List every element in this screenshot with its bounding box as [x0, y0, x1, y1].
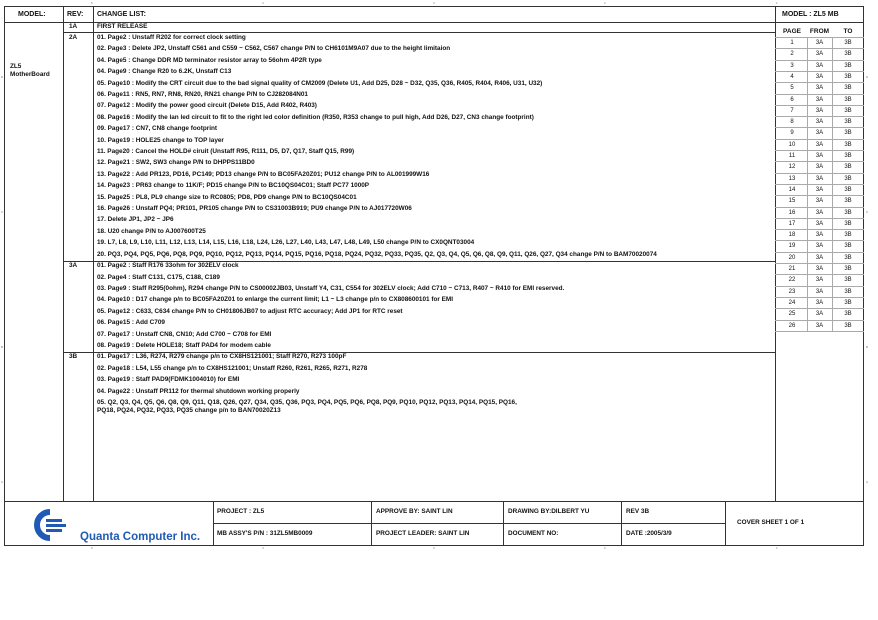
title-block-rule — [4, 501, 864, 502]
frame-tick-side: B — [866, 345, 869, 349]
table-row-rule — [775, 331, 864, 332]
page-table-cell: 3B — [844, 299, 852, 306]
change-line: 06. Page15 : Add C709 — [97, 319, 165, 326]
page-table-cell: 3B — [844, 164, 852, 171]
page-table-cell: 8 — [790, 119, 794, 126]
page-table-cell: 14 — [788, 186, 796, 193]
change-line: 10. Page19 : HOLE25 change to TOP layer — [97, 137, 224, 144]
change-line: 16. Page26 : Unstaff PQ4; PR101, PR105 change P/N to CS31003B919; PU9 change P/N to AJ017720W06 — [97, 205, 412, 212]
change-line: 02. Page3 : Delete JP2, Unstaff C561 and C559 ~ C562, C567 change P/N to CH6101M9A07 due to the height limitaion — [97, 45, 451, 52]
page-table-cell: 17 — [788, 220, 796, 227]
table-row-rule — [775, 150, 864, 151]
page-table-cell: 3B — [844, 311, 852, 318]
frame-tick-side: B — [1, 345, 4, 349]
table-row-rule — [775, 37, 864, 38]
model-right-header: MODEL : ZL5 MB — [782, 11, 839, 18]
table-row-rule — [775, 94, 864, 95]
document-no-label: DOCUMENT NO: — [508, 530, 559, 537]
page-table-cell: 16 — [788, 209, 796, 216]
page-table-cell: 22 — [788, 277, 796, 284]
page-table-cell: 3A — [815, 311, 824, 318]
frame-tick-side: C — [1, 210, 4, 214]
row-rule — [63, 32, 775, 33]
frame-tick-side: D — [866, 75, 869, 79]
page-table-cell: 3B — [844, 62, 852, 69]
table-row-rule — [775, 173, 864, 174]
change-line: 08. Page19 : Delete HOLE18; Staff PAD4 for modem cable — [97, 342, 271, 349]
change-line: 02. Page18 : L54, L55 change p/n to CX8HS121001; Unstaff R260, R261, R265, R271, R278 — [97, 365, 368, 372]
change-line: 06. Page11 : RN5, RN7, RN8, RN20, RN21 change P/N to CJ282084N01 — [97, 91, 308, 98]
change-line: 01. Page2 : Staff R176 33ohm for 302ELV clock — [97, 262, 239, 269]
page-table-cell: 3B — [844, 266, 852, 272]
table-row-rule — [775, 195, 864, 196]
change-line: 04. Page5 : Change DDR MD terminator resistor array to 56ohm 4P2R type — [97, 57, 322, 64]
page-table-cell: 3B — [844, 232, 852, 239]
page-table-cell: 3B — [844, 85, 852, 92]
change-line: 13. Page22 : Add PR123, PD16, PC149; PD13 change P/N to BC05FA20Z01; PU12 change P/N to AL001999W16 — [97, 171, 430, 178]
page-table-cell: 3A — [815, 130, 824, 137]
frame-tick-side: A — [866, 480, 869, 484]
row-rule — [213, 523, 725, 524]
change-line: 09. Page17 : CN7, CN8 change footprint — [97, 125, 218, 132]
change-line: 01. Page17 : L36, R274, R279 change p/n to CX8HS121001; Staff R270, R273 100pF — [97, 353, 347, 360]
page-table-cell: 3B — [844, 96, 852, 103]
page-table-cell: 3A — [815, 175, 824, 182]
page-table-cell: 20 — [788, 254, 796, 261]
page-table-cell: 3A — [815, 51, 824, 58]
table-row-rule — [775, 60, 864, 61]
frame-tick-top: 5 — [91, 1, 93, 5]
page-table-cell: 3B — [844, 107, 852, 114]
table-row-rule — [775, 71, 864, 72]
page-table-cell: 3B — [844, 254, 852, 261]
table-row-rule — [775, 207, 864, 208]
page-table-cell: 3B — [844, 198, 852, 205]
page-table-cell: 26 — [788, 322, 796, 329]
page-table-cell: 3A — [815, 85, 824, 92]
table-row-rule — [775, 82, 864, 83]
page-table-cell: 3A — [815, 40, 824, 46]
page-table-cell: 24 — [788, 299, 796, 306]
page-table-cell: 3A — [815, 322, 824, 329]
page-table-cell: 3A — [815, 254, 824, 261]
change-line: 14. Page23 : PR63 change to 11K/F; PD15 change P/N to BC10QS04C01; Staff PC77 1000P — [97, 182, 370, 189]
rev-label: REV 3B — [626, 508, 650, 515]
table-row-rule — [775, 229, 864, 230]
table-row-rule — [775, 218, 864, 219]
page-table-cell: 3A — [815, 186, 824, 193]
change-line: 05. Q2, Q3, Q4, Q5, Q6, Q8, Q9, Q11, Q18, Q26, Q27, Q34, Q35, Q36, PQ3, PQ4, PQ5, PQ6, PQ8, PQ9, PQ10, PQ12, PQ13, PQ14, PQ15, PQ16, — [97, 399, 517, 406]
frame-tick-bottom: 5 — [91, 546, 93, 550]
change-line: FIRST RELEASE — [97, 23, 148, 30]
page-table-header: TO — [843, 28, 853, 35]
page-table-cell: 3A — [815, 299, 824, 306]
approve-label: APPROVE BY: SAINT LIN — [376, 508, 453, 515]
page-table-cell: 7 — [790, 107, 794, 114]
page-table-cell: 3A — [815, 62, 824, 69]
table-row-rule — [775, 297, 864, 298]
page-table-cell: 3A — [815, 220, 824, 227]
change-line: 03. Page9 : Staff R295(0ohm), R294 change P/N to CS00002JB03, Unstaff Y4, C31, C554 for 302ELV clock; Add C710 ~ C713, R407 ~ R410 for EMI reserved. — [97, 285, 565, 292]
page-table-cell: 3A — [815, 96, 824, 103]
rev-3b-label: 3B — [69, 353, 78, 360]
table-row-rule — [775, 263, 864, 264]
page-table-cell: 1 — [790, 40, 794, 46]
page-table-cell: 12 — [788, 164, 796, 171]
page-table-cell: 18 — [788, 232, 796, 239]
page-table-cell: 11 — [788, 153, 796, 159]
page-table-cell: 3B — [844, 130, 852, 137]
page-table-header: PAGE — [783, 28, 801, 35]
mb-assy-label: MB ASSY'S P/N : 31ZL5MB0009 — [217, 530, 313, 537]
page-table-cell: 3A — [815, 209, 824, 216]
page-table-cell: 21 — [788, 266, 796, 272]
page-table-cell: 3B — [844, 277, 852, 284]
table-row-rule — [775, 139, 864, 140]
change-line: 04. Page9 : Change R20 to 6.2K, Unstaff C13 — [97, 68, 232, 75]
divider — [93, 6, 94, 501]
change-line: 20. PQ3, PQ4, PQ5, PQ6, PQ8, PQ9, PQ10, PQ12, PQ13, PQ14, PQ15, PQ16, PQ18, PQ24, PQ32, PQ33, PQ35, Q2, Q3, Q4, Q5, Q6, Q8, Q9, Q11, Q26, Q27, Q34 change P/N to BAM70020074 — [97, 251, 657, 258]
page-table-cell: 3A — [815, 198, 824, 205]
model-name: ZL5 — [10, 63, 22, 70]
change-line: 11. Page20 : Cancel the HOLD# ciruit (Unstaff R95, R111, D5, D7, Q17, Staff Q15, R99) — [97, 148, 355, 155]
table-row-rule — [775, 161, 864, 162]
rev-header: REV: — [67, 11, 84, 18]
frame-tick-side: C — [866, 210, 869, 214]
frame-tick-side: D — [1, 75, 4, 79]
page-table-cell: 3B — [844, 119, 852, 126]
rev-3a-label: 3A — [69, 262, 78, 269]
table-row-rule — [775, 240, 864, 241]
page-table-cell: 3B — [844, 186, 852, 193]
change-line: 04. Page22 : Unstaff PR112 for thermal shutdown working properly — [97, 388, 300, 395]
change-line: 05. Page12 : C633, C634 change P/N to CH01806JB07 to adjust RTC accuracy; Add JP1 for RTC reset — [97, 308, 403, 315]
project-leader-label: PROJECT LEADER: SAINT LIN — [376, 530, 470, 537]
page-table-cell: 3A — [815, 266, 824, 272]
frame-tick-top: 1 — [776, 1, 778, 5]
page-table-cell: 3A — [815, 288, 824, 295]
page-table-cell: 3B — [844, 288, 852, 295]
model-header: MODEL: — [18, 11, 46, 18]
change-line: 02. Page4 : Staff C131, C175, C188, C189 — [97, 274, 220, 281]
table-row-rule — [775, 308, 864, 309]
page-table-cell: 5 — [790, 85, 794, 92]
page-table-cell: 3 — [790, 62, 794, 69]
model-name-sub: MotherBoard — [10, 71, 50, 78]
drawing-by-label: DRAWING BY:DILBERT YU — [508, 508, 590, 515]
company-name: Quanta Computer Inc. — [80, 531, 201, 543]
date-label: DATE :2005/3/9 — [626, 530, 672, 537]
page-table-cell: 3B — [844, 209, 852, 216]
page-table-cell: 3A — [815, 153, 824, 159]
page-table-cell: 3B — [844, 73, 852, 80]
table-row-rule — [775, 105, 864, 106]
change-line: 17. Delete JP1, JP2 ~ JP6 — [97, 216, 174, 223]
page-table-cell: 3B — [844, 322, 852, 329]
frame-tick-top: 4 — [262, 1, 264, 5]
rev-2a-label: 2A — [69, 34, 78, 41]
page-table-cell: 3A — [815, 243, 824, 250]
page-table-cell: 19 — [788, 243, 796, 250]
page-table-cell: 15 — [788, 198, 796, 205]
frame-tick-side: A — [1, 480, 4, 484]
page-table-cell: 3B — [844, 51, 852, 58]
divider — [725, 501, 726, 546]
frame-tick-bottom: 1 — [776, 546, 778, 550]
page-table-cell: 13 — [788, 175, 796, 182]
page-table-cell: 3B — [844, 175, 852, 182]
page-table-cell: 3A — [815, 277, 824, 284]
frame-tick-top: 2 — [604, 1, 606, 5]
page-table-cell: 10 — [788, 141, 796, 148]
cover-sheet-label: COVER SHEET 1 OF 1 — [737, 519, 805, 526]
divider — [63, 6, 64, 501]
page-table-cell: 3A — [815, 119, 824, 126]
change-line: PQ18, PQ24, PQ32, PQ33, PQ35 change p/n to BAN70020Z13 — [97, 407, 281, 414]
page-table-cell: 3A — [815, 164, 824, 171]
change-list-header: CHANGE LIST: — [97, 11, 146, 18]
table-row-rule — [775, 116, 864, 117]
change-line: 05. Page10 : Modify the CRT circuit due to the bad signal quality of CM2009 (Delete U1, Add D25, D28 ~ D32, Q35, Q36, R405, R404, R406, U31, U32) — [97, 80, 543, 87]
page-table-cell: 23 — [788, 288, 796, 295]
divider — [775, 6, 776, 501]
page-table-cell: 4 — [790, 73, 794, 80]
frame-tick-bottom: 3 — [433, 546, 435, 550]
page-table-cell: 3A — [815, 107, 824, 114]
change-line: 12. Page21 : SW2, SW3 change P/N to DHPPS11BD0 — [97, 159, 255, 166]
frame-tick-top: 3 — [433, 1, 435, 5]
page-table-cell: 3A — [815, 73, 824, 80]
quanta-logo-icon — [28, 508, 70, 542]
change-line: 08. Page16 : Modify the lan led circuit to fit to the right led color definition (R350, R353 change to pull high, Add D26, D27, CN3 change footprint) — [97, 114, 534, 121]
change-line: 19. L7, L8, L9, L10, L11, L12, L13, L14, L15, L16, L18, L24, L26, L27, L40, L43, L47, L48, L49, L50 change P/N to CX0QNT03004 — [97, 239, 475, 246]
page-table-cell: 3B — [844, 220, 852, 227]
page-table-cell: 3B — [844, 243, 852, 250]
page-table-header: FROM — [809, 28, 830, 35]
page-table-cell: 6 — [790, 96, 794, 103]
page-table-cell: 3B — [844, 40, 852, 46]
change-line: 15. Page25 : PL8, PL9 change size to RC0805; PD8, PD9 change P/N to BC10QS04C01 — [97, 194, 357, 201]
frame-tick-bottom: 2 — [604, 546, 606, 550]
table-row-rule — [775, 274, 864, 275]
page-table-cell: 9 — [790, 130, 794, 137]
change-line: 07. Page12 : Modify the power good circuit (Delete D15, Add R402, R403) — [97, 102, 317, 109]
frame-tick-bottom: 4 — [262, 546, 264, 550]
table-row-rule — [775, 320, 864, 321]
page-table-cell: 3A — [815, 141, 824, 148]
change-line: 07. Page17 : Unstaff CN8, CN10; Add C700 ~ C708 for EMI — [97, 331, 272, 338]
table-row-rule — [775, 127, 864, 128]
table-row-rule — [775, 252, 864, 253]
project-label: PROJECT : ZL5 — [217, 508, 265, 515]
page-table-cell: 3B — [844, 153, 852, 159]
page-table-cell: 3B — [844, 141, 852, 148]
page-table-cell: 2 — [790, 51, 794, 58]
change-line: 03. Page19 : Staff PAD9(FDMK1004010) for EMI — [97, 376, 240, 383]
change-line: 01. Page2 : Unstaff R202 for correct clock setting — [97, 34, 246, 41]
table-row-rule — [775, 48, 864, 49]
change-line: 18. U20 change P/N to AJ007600T25 — [97, 228, 206, 235]
page-table-cell: 25 — [788, 311, 796, 318]
table-row-rule — [775, 184, 864, 185]
table-row-rule — [775, 286, 864, 287]
page-table-cell: 3A — [815, 232, 824, 239]
change-line: 04. Page10 : D17 change p/n to BC05FA20Z01 to enlarge the current limit; L1 ~ L3 change p/n to CX808600101 for EMI — [97, 296, 454, 303]
rev-1a-label: 1A — [69, 23, 78, 30]
